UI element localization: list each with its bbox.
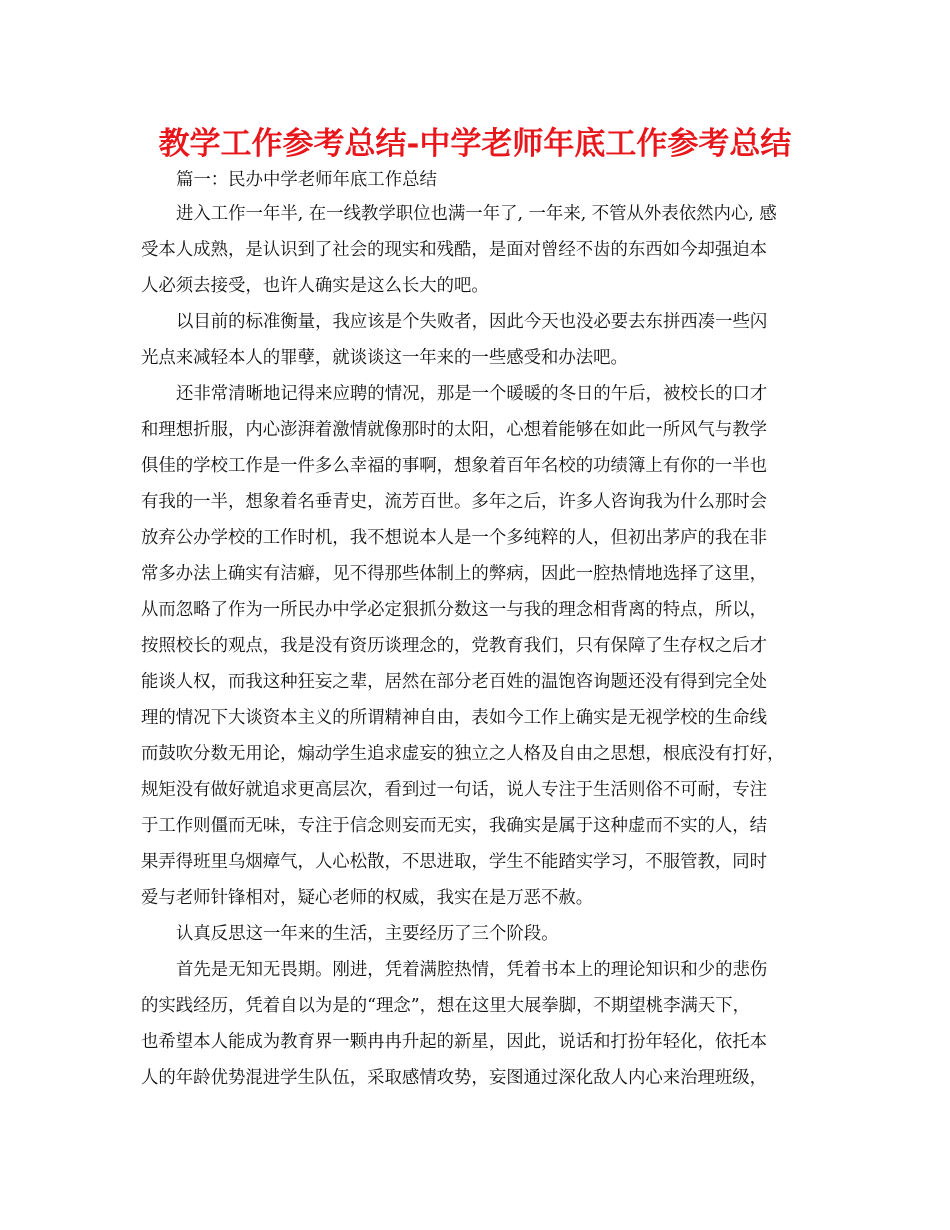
paragraph-line: 人必须去接受，也许人确实是这么长大的吧。	[141, 276, 489, 296]
paragraph-1	[141, 196, 831, 304]
paragraph-line: 光点来减轻本人的罪孽，就谈谈这一年来的一些感受和办法吧。	[141, 348, 628, 368]
section-heading: 篇一：民办中学老师年底工作总结	[176, 170, 437, 190]
paragraph-line: 和理想折服，内心澎湃着激情就像那时的太阳，心想着能够在如此一所风气与教学	[141, 420, 768, 440]
paragraph-line: 果弄得班里乌烟瘴气，人心松散，不思进取，学生不能踏实学习，不服管教，同时	[141, 852, 768, 872]
paragraph-line: 受本人成熟，是认识到了社会的现实和残酷，是面对曾经不齿的东西如今却强迫本	[141, 240, 768, 260]
paragraph-line: 还非常清晰地记得来应聘的情况，那是一个暖暖的冬日的午后，被校长的口才	[176, 384, 768, 404]
paragraph-line: 而鼓吹分数无用论，煽动学生追求虚妄的独立之人格及自由之思想，根底没有打好，	[141, 744, 785, 764]
document-title: 教学工作参考总结-中学老师年底工作参考总结	[158, 126, 792, 162]
paragraph-line: 按照校长的观点，我是没有资历谈理念的，党教育我们，只有保障了生存权之后才	[141, 636, 768, 656]
paragraph-line: 从而忽略了作为一所民办中学必定狠抓分数这一与我的理念相背离的特点，所以，	[141, 600, 768, 620]
paragraph-line: 以目前的标准衡量，我应该是个失败者，因此今天也没必要去东拼西凑一些闪	[176, 312, 768, 332]
paragraph-line: 规矩没有做好就追求更高层次，看到过一句话，说人专注于生活则俗不可耐，专注	[141, 780, 768, 800]
paragraph-line: 认真反思这一年来的生活，主要经历了三个阶段。	[176, 924, 559, 944]
paragraph-5	[141, 952, 831, 1096]
paragraph-line: 爱与老师针锋相对，疑心老师的权威，我实在是万恶不赦。	[141, 888, 594, 908]
paragraph-line: 放弃公办学校的工作时机，我不想说本人是一个多纯粹的人，但初出茅庐的我在非	[141, 528, 768, 548]
paragraph-line: 理的情况下大谈资本主义的所谓精神自由，表如今工作上确实是无视学校的生命线	[141, 708, 768, 728]
paragraph-line: 于工作则僵而无味，专注于信念则妄而无实，我确实是属于这种虚而不实的人，结	[141, 816, 768, 836]
paragraph-3	[141, 376, 831, 916]
paragraph-line: 有我的一半，想象着名垂青史，流芳百世。多年之后，许多人咨询我为什么那时会	[141, 492, 768, 512]
paragraph-line: 首先是无知无畏期。刚进，凭着满腔热情，凭着书本上的理论知识和少的悲伤	[176, 960, 768, 980]
paragraph-line: 的实践经历，凭着自以为是的“理念”，想在这里大展拳脚，不期望桃李满天下，	[141, 996, 751, 1016]
document-body	[141, 164, 831, 1096]
paragraph-2	[141, 304, 831, 376]
paragraph-line: 俱佳的学校工作是一件多么幸福的事啊，想象着百年名校的功绩簿上有你的一半也	[141, 456, 768, 476]
paragraph-line: 进入工作一年半, 在一线教学职位也满一年了, 一年来, 不管从外表依然内心, 感	[176, 204, 777, 224]
paragraph-4	[141, 916, 831, 952]
paragraph-line: 也希望本人能成为教育界一颗冉冉升起的新星，因此，说话和打扮年轻化，依托本	[141, 1032, 768, 1052]
paragraph-line: 常多办法上确实有洁癖，见不得那些体制上的弊病，因此一腔热情地选择了这里，	[141, 564, 768, 584]
paragraph-line: 人的年龄优势混进学生队伍，采取感情攻势，妄图通过深化敌人内心来治理班级，	[141, 1068, 768, 1088]
paragraph-line: 能谈人权，而我这种狂妄之辈，居然在部分老百姓的温饱咨询题还没有得到完全处	[141, 672, 768, 692]
